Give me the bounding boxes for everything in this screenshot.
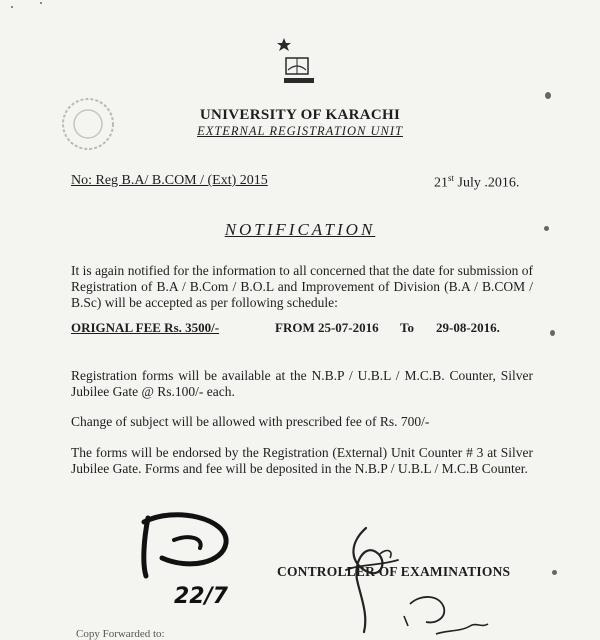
initials-scribble-icon <box>400 586 490 636</box>
handwritten-signature-icon <box>134 508 246 608</box>
schedule-to-date: 29-08-2016. <box>436 320 500 335</box>
university-name: UNIVERSITY OF KARACHI <box>199 107 401 123</box>
date-day: 21 <box>434 175 448 191</box>
date-suffix: st <box>448 173 455 183</box>
notice-date <box>434 173 519 192</box>
controller-signature-icon <box>338 524 404 636</box>
schedule-from: FROM 25-07-2016 <box>275 320 379 335</box>
copy-forwarded-text: Copy Forwarded to: <box>76 628 165 640</box>
forms-paragraph: Registration forms will be available at the N.B.P / U.B.L / M.C.B. Counter, Silver Jubilee Gate @ Rs.100/- each. <box>71 368 533 399</box>
notification-title: NOTIFICATION <box>224 220 376 239</box>
change-paragraph: Change of subject will be allowed with prescribed fee of Rs. 700/- <box>71 414 430 429</box>
endorse-paragraph: The forms will be endorsed by the Registration (External) Unit Counter # 3 at Silver Jubilee Gate. Forms and fee will be deposited in the N.B.P / U.B.L / M.C.B Counter. <box>71 445 533 476</box>
scan-speck <box>544 226 549 231</box>
reference-number: No: Reg B.A/ B.COM / (Ext) 2015 <box>71 173 268 188</box>
controller-title: CONTROLLER OF EXAMINATIONS <box>277 564 511 579</box>
scan-speck <box>11 6 13 8</box>
scan-speck <box>552 570 557 575</box>
scan-speck <box>40 2 42 4</box>
schedule-to-label: To <box>400 320 414 335</box>
scan-speck <box>550 330 555 336</box>
handwritten-date: 22/7 <box>174 584 228 608</box>
scan-speck <box>545 92 551 99</box>
unit-name: EXTERNAL REGISTRATION UNIT <box>197 124 403 138</box>
date-rest: July .2016. <box>454 175 520 191</box>
university-logo-icon <box>272 34 326 96</box>
intro-paragraph: It is again notified for the information to all concerned that the date for submission of Registration of B.A / B.Com / B.O.L and Improvement of Division (B.A / B.COM / B.Sc) will be accepted as per following schedule: <box>71 263 533 310</box>
fee-label: ORIGNAL FEE Rs. 3500/- <box>71 320 220 335</box>
